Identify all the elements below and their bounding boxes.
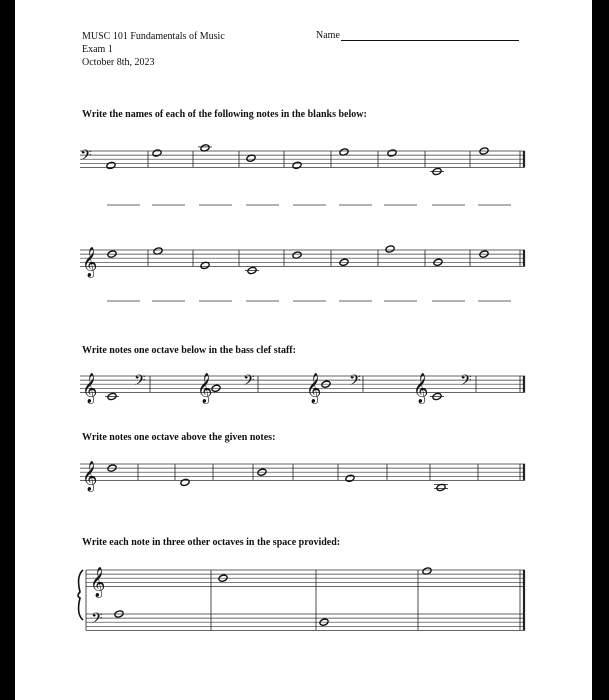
bass-clef-icon: 𝄢 <box>460 372 472 394</box>
whole-note <box>106 161 116 169</box>
instruction-octave-below: Write notes one octave below in the bass clef staff: <box>82 345 296 356</box>
treble-clef-icon: 𝄞 <box>82 247 98 278</box>
instruction-octave-above: Write notes one octave above the given notes: <box>82 432 276 443</box>
brace-icon <box>78 570 83 620</box>
whole-note <box>292 161 302 169</box>
exam-label: Exam 1 <box>82 44 113 55</box>
treble-clef-icon: 𝄞 <box>306 373 322 404</box>
instruction-note-names: Write the names of each of the following notes in the blanks below: <box>82 109 367 120</box>
treble-clef-icon: 𝄞 <box>413 373 429 404</box>
bass-clef-icon: 𝄢 <box>134 372 146 394</box>
instruction-three-octaves: Write each note in three other octaves in the space provided: <box>82 537 341 548</box>
name-label: Name <box>316 30 340 41</box>
bass-clef-icon: 𝄢 <box>80 147 92 169</box>
treble-clef-icon: 𝄞 <box>82 461 98 492</box>
course-title: MUSC 101 Fundamentals of Music <box>82 31 225 42</box>
bass-clef-icon: 𝄢 <box>349 372 361 394</box>
whole-note <box>152 149 162 157</box>
exam-date: October 8th, 2023 <box>82 57 155 68</box>
treble-clef-icon: 𝄞 <box>197 373 213 404</box>
treble-clef-icon: 𝄞 <box>82 373 98 404</box>
bass-clef-icon: 𝄢 <box>91 610 103 632</box>
whole-note <box>385 245 395 253</box>
whole-note <box>345 474 355 482</box>
whole-note <box>387 149 397 157</box>
bass-clef-icon: 𝄢 <box>243 372 255 394</box>
whole-note <box>180 478 190 486</box>
treble-clef-icon: 𝄞 <box>90 567 106 598</box>
